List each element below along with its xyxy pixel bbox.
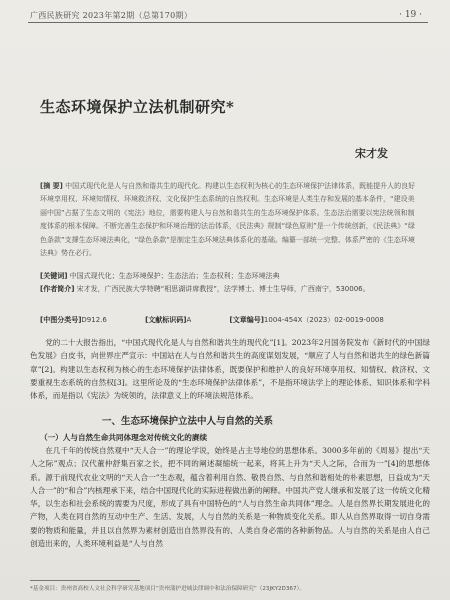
author-info-text: 宋才发，广西民族大学特聘“相思湖讲席教授”，法学博士、博士生导师，广西南宁，530006。 [76,285,370,293]
intro-section [30,336,430,402]
keywords [40,270,430,282]
author-info-label: [作者简介] [40,285,75,293]
footnote: *基金项目：贵州省高校人文社会科学研究基地项目“贵州蒲护进城法律调中和法治保障研究”（23JKY2D367）。 [30,586,305,592]
footnote-rule [30,580,140,581]
abstract [40,180,418,260]
article-number [230,316,402,324]
article-no-label: [文章编号] [229,316,264,324]
header-rule [28,22,428,23]
subsection-heading: （一）人与自然生命共同体理念对传统文化的赓续 [40,433,208,442]
doc-code-label: [文献标识码] [145,316,187,324]
article-author: 宋才发 [355,147,388,160]
keywords-label: [关键词] [40,272,68,280]
class-label: [中图分类号] [40,316,82,324]
document-code [145,316,209,324]
doc-code-value: A [186,316,192,324]
page-number: · 19 · [399,10,422,20]
abstract-text: 中国式现代化是人与自然和谐共生的现代化。构建以生态权利为核心的生态环境保护法律体系，既能提升人的良好环境享用权、环境知情权、环境救济权、文化保护生态系统的自然权利。生态环境是人类生存和发展的基本条件，“建设美丽中国”占据了生态文明的《宪法》地位，需要构建人与自然和谐共生的生态环境保护体系。生态法治需要以宪法统领和制度体系的根本保障。不断完善生态保护和环境治理的法治体系，《民法典》规制“绿色原则”是一个传统创新，《民法典》“绿色条款”支撑生态环境法典化，“绿色条款”是制定生态环境法典体系化的基础。编纂一部统一完整、体系严密的《生态环境法典》势在必行。 [40,182,416,258]
class-value: D912.6 [81,316,107,324]
intro-paragraph: 党的二十大报告指出，“中国式现代化是人与自然和谐共生的现代化”[1]。2023年2月国务院发布《新时代的中国绿色发展》白皮书，向世界庄严宣示：中国站在人与自然和谐共生的高度谋划发展，“顺应了人与自然和谐共生的绿色新篇章”[2]。构建以生态权利为核心的生态环境保护法律体系，既要保护和维护人的良好环境享用权、知情权、救济权、文要重视生态系统的自然权[3]。这里所论及的“生态环境保护法律体系”，不是指环境法学上的理论体系、知识体系和学科体系，而是指以《宪法》为统领的，法律意义上的环境法规范体系。 [30,338,430,401]
article-title: 生态环境保护立法机制研究* [40,98,235,116]
section-paragraph: 在几千年的传统自然观中“天人合一”的理论学说，始终是占主导地位的思想体系。3000多年前的《周易》提出“天人之际”观点；汉代董仲舒集百家之长，把不同的阐述凝缩统一起来，将其上升为“天人之际，合而为一”[4]的思想体系。源于前现代农业文明的“天人合一”生态观，蕴含着利用自然、敬畏自然、与自然和谐相处的朴素思想，日益成为“天人合一”的“和合”内核理承下来，结合中国现代化的实际进程做出新的阐释。中国共产党人继承和发展了这一传统文化精华，以生态和社会系统的需要为尺度，形成了具有中国特色的“人与自然生命共同体”理念。人是自然界长期发展进化的产物，人类在同自然的互动中生产、生活、发展，人与自然的关系是一种物质变化关系。即人从自然界取得一切自身需要的物质和能量，并且以自然界为素材创造出自然界没有的、人类自身必需的各种新物品。人与自然的关系是由人自己创造出来的，人类环境利益是“人与自然 [30,446,430,549]
classification-line [40,314,430,326]
section-heading: 一、生态环境保护立法中人与自然的关系 [102,416,274,427]
running-header: 广西民族研究 2023年第2期（总第170期） [30,11,193,20]
author-info [40,283,430,296]
classification-number [40,316,125,324]
article-no-value: 1004-454X（2023）02-0019-0008 [263,316,384,324]
section-body [30,444,430,550]
abstract-label: [摘 要] [40,182,63,190]
keywords-text: 中国式现代化；生态环境保护；生态法治；生态权利；生态环境法典 [69,272,280,280]
